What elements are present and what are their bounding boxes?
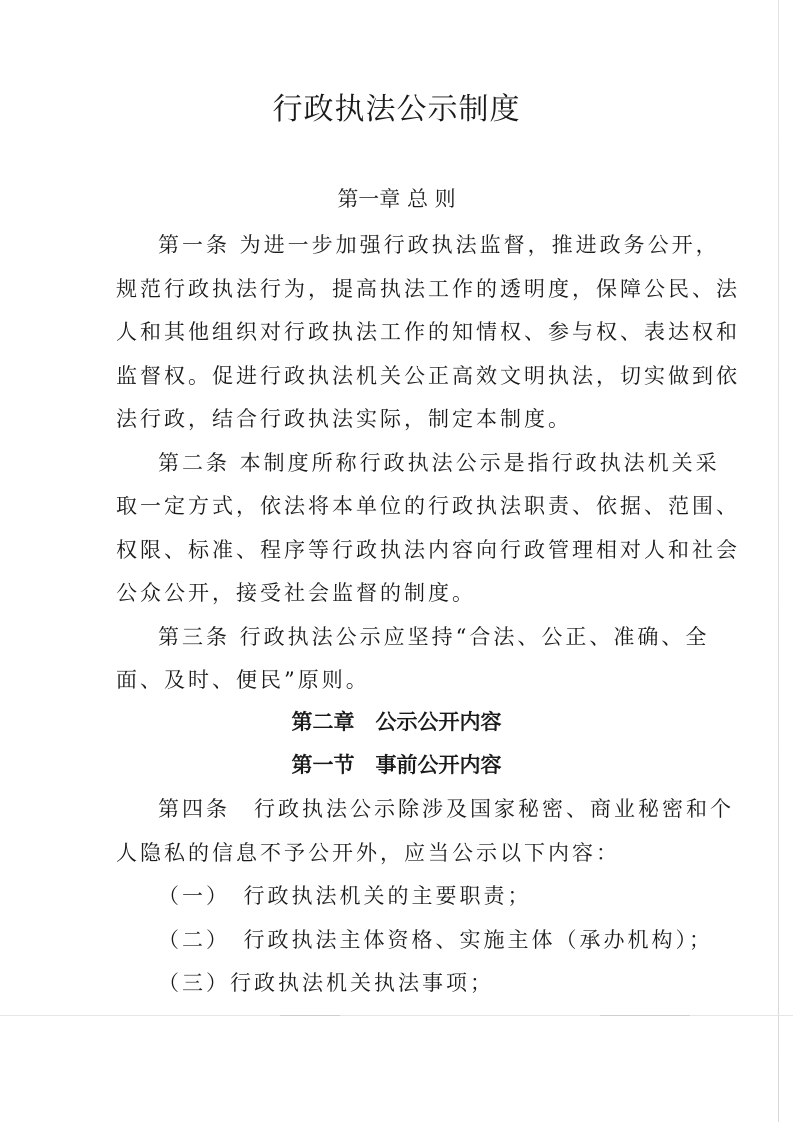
article4-line: 第四条 行政执法公示除涉及国家秘密、商业秘密和个 (158, 797, 734, 821)
article1-line: 第一条 为进一步加强行政执法监督，推进政务公开， (158, 233, 720, 257)
article2-line: 公众公开，接受社会监督的制度。 (116, 581, 476, 605)
article2-line: 权限、标准、程序等行政执法内容向行政管理相对人和社会 (116, 538, 740, 562)
list-item: （三）行政执法机关执法事项； (158, 971, 494, 995)
article1-line: 人和其他组织对行政执法工作的知情权、参与权、表达权和 (116, 320, 740, 344)
article1-line: 规范行政执法行为，提高执法工作的透明度，保障公民、法 (116, 277, 740, 301)
article3-line: 第三条 行政执法公示应坚持“合法、公正、准确、全 (158, 625, 710, 649)
article1-line: 监督权。促进行政执法机关公正高效文明执法，切实做到依 (116, 364, 740, 388)
list-item: （一） 行政执法机关的主要职责； (158, 884, 532, 908)
article4-line: 人隐私的信息不予公开外，应当公示以下内容： (116, 841, 620, 865)
section1-heading: 第一节 事前公开内容 (291, 752, 502, 777)
scan-mark (600, 1015, 690, 1016)
chapter1-heading: 第一章 总 则 (337, 187, 456, 211)
article1-line: 法行政，结合行政执法实际，制定本制度。 (116, 407, 572, 431)
scan-mark (280, 1015, 340, 1016)
article3-line: 面、及时、便民”原则。 (116, 668, 370, 692)
chapter2-heading: 第二章 公示公开内容 (291, 709, 502, 734)
document-title: 行政执法公示制度 (272, 92, 521, 127)
article2-line: 第二条 本制度所称行政执法公示是指行政执法机关采 (158, 451, 720, 475)
list-item: （二） 行政执法主体资格、实施主体（承办机构）； (158, 928, 713, 952)
article2-line: 取一定方式，依法将本单位的行政执法职责、依据、范围、 (116, 494, 740, 518)
scan-edge-right (778, 0, 779, 1122)
